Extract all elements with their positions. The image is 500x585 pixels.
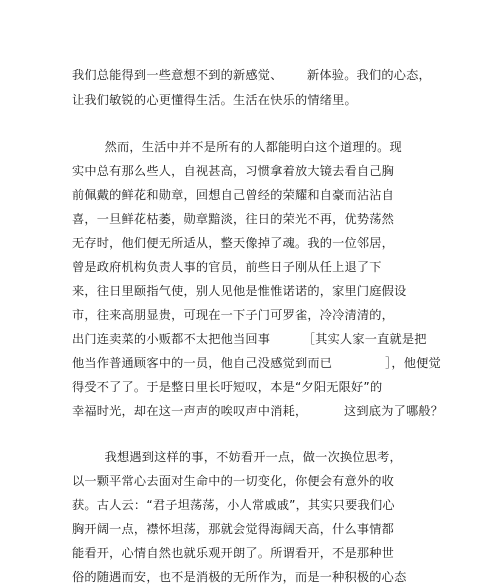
text-line: 来，往日里颐指气使，别人见他是惟惟诺诺的，家里门庭假设	[72, 284, 407, 298]
text-line: 他当作普通顾客中的一员，他自己没感觉到而已 ］，他便觉	[72, 356, 441, 370]
text-line: 能看开，心情自然也就乐观开朗了。所谓看开，不是那种世	[72, 546, 395, 560]
text-line: 我想遇到这样的事，不妨看开一点，做一次换位思考，	[72, 450, 402, 464]
text-line: 胸开阔一点，襟怀坦荡，那就会觉得海阔天高，什么事情都	[72, 522, 395, 536]
text-line: 前佩戴的鲜花和勋章，回想自己曾经的荣耀和自豪而沾沾自	[72, 188, 395, 202]
text-line: 曾是政府机构负责人事的官员，前些日子刚从任上退了下	[72, 260, 382, 274]
text-line: 无存时，他们便无所适从，整天像掉了魂。我的一位邻居，	[72, 236, 395, 250]
text-line: 以一颗平常心去面对生命中的一切变化，你便会有意外的收	[72, 474, 395, 488]
text-line: 实中总有那么些人，自视甚高，习惯拿着放大镜去看自己胸	[72, 164, 395, 178]
text-line: 我们总能得到一些意想不到的新感觉、 新体验。我们的心态，	[72, 68, 431, 82]
text-line: 获。古人云：“君子坦荡荡，小人常戚戚”，其实只要我们心	[72, 498, 395, 512]
text-line: 喜，一旦鲜花枯萎，勋章黯淡，往日的荣光不再，优势荡然	[72, 212, 395, 226]
text-line: 得受不了了。于是整日里长吁短叹，本是“夕阳无限好”的	[72, 380, 383, 394]
text-line: 出门连卖菜的小贩都不太把他当回事 ［其实人家一直就是把	[72, 332, 427, 346]
text-line: 让我们敏锐的心更懂得生活。生活在快乐的情绪里。	[72, 93, 357, 107]
text-line: 然而，生活中并不是所有的人都能明白这个道理的。现	[72, 140, 402, 154]
text-line: 幸福时光，却在这一声声的唉叹声中消耗， 这到底为了哪般？	[72, 404, 444, 418]
text-line: 市，往来高朋显贵，可现在一下子门可罗雀，冷冷清清的，	[72, 308, 395, 322]
text-line: 俗的随遇而安，也不是消极的无所作为，而是一种积极的心态	[72, 570, 407, 584]
